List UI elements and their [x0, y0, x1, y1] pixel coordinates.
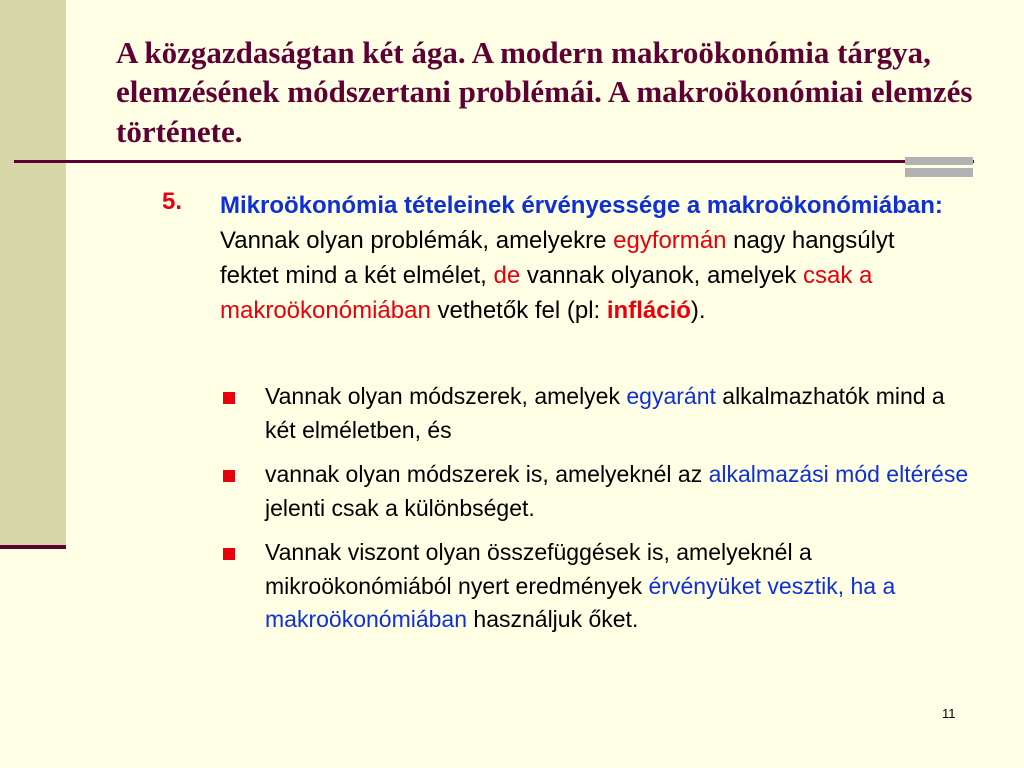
bullet-square-icon: [223, 392, 235, 404]
bullet-item: [265, 380, 975, 447]
bullet-highlight: érvényüket vesztik, ha a makroökonómiában: [265, 572, 896, 633]
bullet-text-a: vannak olyan módszerek is, amelyeknél az: [265, 461, 709, 487]
page-number: 11: [942, 706, 956, 721]
slide-title: A közgazdaságtan két ága. A modern makroökonómia tárgya, elemzésének módszertani problémái. A makroökonómiai elemzés története.: [116, 35, 973, 149]
point-text-5: ).: [690, 297, 706, 325]
bullet-square-icon: [223, 470, 235, 482]
point-highlight-3: csak a makroökonómiában: [220, 262, 873, 325]
bullet-item: [265, 536, 975, 637]
point-highlight-4: infláció: [606, 297, 691, 325]
bullet-text-c: alkalmazhatók mind a két elméletben, és: [265, 383, 945, 443]
point-text-4: vethetők fel (pl:: [430, 297, 607, 325]
bullet-square-icon: [223, 548, 235, 560]
point-text-2: nagy hangsúlyt fektet mind a két elmélet,: [220, 227, 895, 290]
point-text: [220, 188, 950, 328]
bullet-text-c: használjuk őket.: [467, 606, 639, 633]
point-number: 5.: [162, 188, 183, 215]
bullet-highlight: alkalmazási mód eltérése: [708, 461, 969, 487]
point-highlight-1: egyformán: [613, 227, 727, 255]
point-text-3: vannak olyanok, amelyek: [520, 262, 803, 290]
bullet-text-a: Vannak olyan módszerek, amelyek: [265, 383, 627, 409]
bullet-text-a: Vannak viszont olyan összefüggések is, amelyeknél a mikroökonómiából nyert eredmények: [265, 539, 812, 599]
bullet-item: [265, 458, 975, 525]
bullet-highlight: egyaránt: [626, 383, 716, 409]
point-text-1: Vannak olyan problémák, amelyekre: [220, 227, 614, 255]
bullet-text-c: jelenti csak a különbséget.: [265, 494, 535, 521]
point-heading: Mikroökonómia tételeinek érvényessége a makroökonómiában:: [220, 192, 943, 219]
point-highlight-2: de: [493, 262, 521, 290]
